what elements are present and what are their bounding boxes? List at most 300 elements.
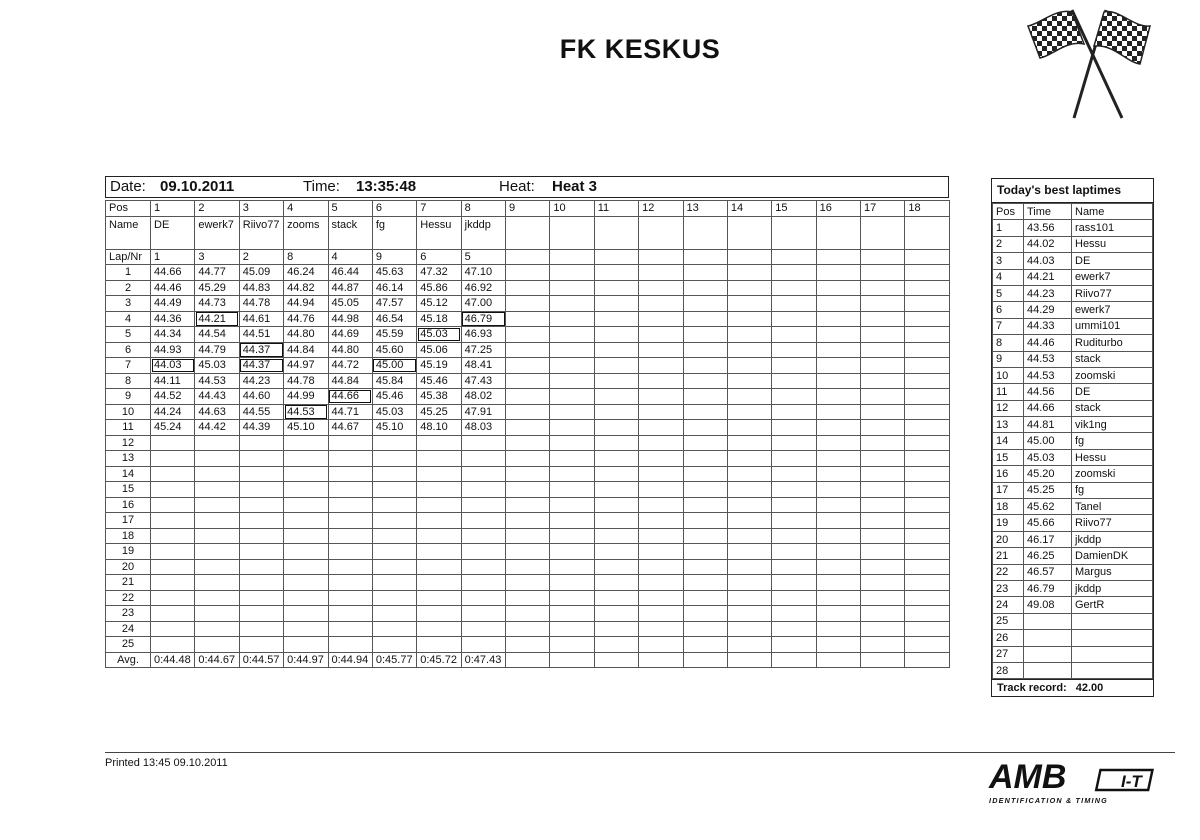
kart-number-cell [683,249,727,265]
driver-name-cell: ewerk7 [195,216,239,249]
pos-row [106,201,950,217]
lap-time-cell [506,482,550,498]
lap-time-cell [328,621,372,637]
best-row [993,433,1153,449]
lap-time-cell [417,559,461,575]
best-pos: 1 [993,220,1024,236]
lap-time-cell [506,435,550,451]
driver-name-cell [905,216,949,249]
best-pos: 25 [993,613,1024,629]
lap-time-cell: 44.76 [284,311,328,327]
lap-number: 4 [106,311,151,327]
best-row [993,318,1153,334]
driver-name-cell [772,216,816,249]
lap-time-cell [151,435,195,451]
best-name: Hessu [1072,449,1153,465]
lap-time-cell [151,606,195,622]
best-row [993,449,1153,465]
lap-time-cell [594,497,638,513]
lap-number: 22 [106,590,151,606]
footer-divider [105,752,1175,753]
lap-time-cell [151,621,195,637]
lap-time-cell [506,451,550,467]
lap-time-cell [683,280,727,296]
lap-time-cell [550,404,594,420]
average-cell [506,652,550,668]
lap-time-cell [506,358,550,374]
lap-time-cell [772,327,816,343]
lap-row [106,265,950,281]
lap-time-cell [727,451,771,467]
lap-time-cell [550,466,594,482]
lap-number: 21 [106,575,151,591]
lap-time-cell [328,544,372,560]
lap-time-cell [861,637,905,653]
lap-time-cell [639,342,683,358]
best-name: Tanel [1072,499,1153,515]
lap-row [106,296,950,312]
track-record [992,679,1153,696]
lap-time-cell [639,296,683,312]
lap-time-cell: 44.78 [239,296,283,312]
best-pos: 19 [993,515,1024,531]
lap-time-cell [284,497,328,513]
lap-time-cell [594,296,638,312]
lap-time-cell [772,265,816,281]
best-pos: 3 [993,253,1024,269]
lap-time-cell [594,389,638,405]
lap-row [106,327,950,343]
lap-row [106,590,950,606]
kart-number-cell: 4 [328,249,372,265]
lap-time-cell [239,559,283,575]
average-cell: 0:47.43 [461,652,505,668]
lap-row [106,311,950,327]
lap-time-cell [328,466,372,482]
average-cell: 0:44.97 [284,652,328,668]
best-column-header: Time [1024,204,1072,220]
lap-time-cell [727,528,771,544]
lap-time-cell [550,637,594,653]
best-row [993,482,1153,498]
lap-time-cell [905,621,949,637]
lap-time-cell [594,265,638,281]
lap-time-cell [905,265,949,281]
best-name: DE [1072,253,1153,269]
checkered-flags-icon [1022,6,1156,122]
average-cell [594,652,638,668]
lap-time-cell [372,451,416,467]
lap-time-cell [461,590,505,606]
lap-time-cell [861,435,905,451]
lap-time-cell: 47.25 [461,342,505,358]
lap-time-cell: 44.60 [239,389,283,405]
lap-time-cell [727,342,771,358]
lap-time-cell [639,311,683,327]
lap-time-cell [506,265,550,281]
lap-time-cell [727,265,771,281]
lap-time-cell [727,482,771,498]
lap-time-cell [372,621,416,637]
lap-time-cell [816,606,860,622]
kart-number-cell [905,249,949,265]
lap-time-cell [861,466,905,482]
lap-time-cell [683,513,727,529]
lap-time-cell [417,451,461,467]
lap-time-cell [417,544,461,560]
lap-time-cell [284,637,328,653]
best-pos: 5 [993,285,1024,301]
pos-cell: 2 [195,201,239,217]
lap-time-cell [151,451,195,467]
lap-time-cell: 45.38 [417,389,461,405]
lap-time-cell: 44.99 [284,389,328,405]
lap-time-cell [639,373,683,389]
lap-time-cell [239,621,283,637]
lap-time-cell [506,389,550,405]
lap-time-cell [861,373,905,389]
best-header-row [993,204,1153,220]
lap-time-cell [683,451,727,467]
lap-time-cell [861,513,905,529]
driver-name-cell [683,216,727,249]
lap-time-cell: 45.03 [372,404,416,420]
lap-time-cell [151,482,195,498]
lap-time-cell [905,451,949,467]
lap-time-cell [816,373,860,389]
lap-time-cell [683,544,727,560]
kart-number-cell [772,249,816,265]
kart-number-cell: 9 [372,249,416,265]
pos-cell: 14 [727,201,771,217]
best-pos: 9 [993,351,1024,367]
lap-number: 14 [106,466,151,482]
lap-time-cell [195,559,239,575]
lap-time-cell [861,482,905,498]
lap-time-cell [905,606,949,622]
kart-number-cell: 5 [461,249,505,265]
lap-row [106,528,950,544]
lap-time-cell [594,482,638,498]
lap-time-cell [417,637,461,653]
average-cell: 0:44.57 [239,652,283,668]
lap-time-cell [372,435,416,451]
lap-time-cell [727,389,771,405]
best-time: 44.56 [1024,384,1072,400]
lap-time-cell [550,420,594,436]
lap-time-cell [417,528,461,544]
lap-time-cell [727,621,771,637]
best-row [993,548,1153,564]
best-time: 44.29 [1024,302,1072,318]
lap-time-cell: 47.10 [461,265,505,281]
lap-time-cell: 44.97 [284,358,328,374]
lap-time-cell [594,559,638,575]
lap-time-cell [594,451,638,467]
best-row [993,285,1153,301]
best-laptimes-title: Today's best laptimes [992,179,1153,203]
lap-time-cell [284,513,328,529]
lap-time-cell [506,544,550,560]
lap-number: 5 [106,327,151,343]
best-name: ummi101 [1072,318,1153,334]
lap-time-cell [284,544,328,560]
lap-time-cell [861,575,905,591]
best-row [993,466,1153,482]
lap-time-cell [417,590,461,606]
heat-label: Heat: [499,178,535,195]
lap-time-cell [550,497,594,513]
lap-time-cell: 47.57 [372,296,416,312]
lap-time-cell [683,637,727,653]
lap-time-cell [284,451,328,467]
lap-time-cell: 46.92 [461,280,505,296]
best-time: 44.02 [1024,236,1072,252]
lap-time-cell [816,451,860,467]
lap-number: 9 [106,389,151,405]
kart-number-cell [861,249,905,265]
lap-time-cell [639,590,683,606]
lap-time-cell: 44.66 [151,265,195,281]
lap-time-cell [639,606,683,622]
lap-time-cell [550,528,594,544]
lap-time-cell: 44.34 [151,327,195,343]
best-pos: 16 [993,466,1024,482]
best-time: 45.03 [1024,449,1072,465]
lap-time-cell [639,482,683,498]
lap-time-cell [328,637,372,653]
lap-time-cell [861,342,905,358]
lap-time-cell [239,590,283,606]
best-row [993,400,1153,416]
lap-time-cell [594,373,638,389]
lap-time-cell: 45.63 [372,265,416,281]
lap-time-cell [506,621,550,637]
driver-name-cell: Hessu [417,216,461,249]
lap-number: 12 [106,435,151,451]
lap-time-cell [727,544,771,560]
lap-time-cell [816,637,860,653]
best-time: 45.25 [1024,482,1072,498]
best-pos: 20 [993,531,1024,547]
lap-time-cell: 45.86 [417,280,461,296]
lap-time-cell [816,528,860,544]
lap-time-cell [594,528,638,544]
best-row [993,236,1153,252]
best-time: 44.03 [1024,253,1072,269]
lap-time-cell [861,280,905,296]
best-laptimes-table [992,203,1153,679]
lap-time-cell [550,482,594,498]
lap-time-cell [905,389,949,405]
lap-time-cell [372,590,416,606]
lap-time-cell [905,404,949,420]
lap-time-cell [195,590,239,606]
best-row [993,597,1153,613]
lap-time-cell [639,575,683,591]
best-name: Riivo77 [1072,285,1153,301]
best-time [1024,662,1072,678]
lap-row [106,435,950,451]
best-name [1072,646,1153,662]
lap-time-cell [683,420,727,436]
lap-time-cell [772,420,816,436]
lap-time-cell [550,513,594,529]
lap-time-cell: 44.63 [195,404,239,420]
lap-time-cell [639,327,683,343]
lap-number: 23 [106,606,151,622]
lap-time-cell [550,342,594,358]
name-header: Name [106,216,151,249]
lap-time-cell [905,373,949,389]
kart-number-cell [639,249,683,265]
best-pos: 15 [993,449,1024,465]
lap-time-cell [461,544,505,560]
lap-time-cell [861,559,905,575]
lap-time-cell [417,575,461,591]
lap-time-cell [905,466,949,482]
lap-time-cell [239,606,283,622]
lap-time-cell [639,435,683,451]
best-name [1072,662,1153,678]
lap-time-cell: 47.32 [417,265,461,281]
lap-time-cell [772,575,816,591]
best-row [993,531,1153,547]
lap-time-cell [328,482,372,498]
lap-time-cell [816,280,860,296]
lap-time-cell [550,575,594,591]
logo-suffix: I-T [1121,772,1142,791]
lap-number: 1 [106,265,151,281]
lap-time-cell [461,621,505,637]
lap-time-cell [683,559,727,575]
average-cell [816,652,860,668]
lap-time-cell: 44.21 [195,311,239,327]
lap-time-cell: 44.49 [151,296,195,312]
pos-cell: 1 [151,201,195,217]
kart-number-cell [727,249,771,265]
lap-time-cell [328,451,372,467]
lap-number: 3 [106,296,151,312]
best-name: jkddp [1072,580,1153,596]
kart-number-cell: 1 [151,249,195,265]
lap-time-cell [195,482,239,498]
lap-time-cell: 48.10 [417,420,461,436]
best-row [993,499,1153,515]
best-column-header: Pos [993,204,1024,220]
lap-time-cell [506,497,550,513]
lap-time-cell [727,466,771,482]
kart-number-cell [594,249,638,265]
best-row [993,351,1153,367]
best-time: 46.57 [1024,564,1072,580]
lap-time-cell: 44.94 [284,296,328,312]
time-label: Time: [303,178,340,195]
lap-time-cell: 48.03 [461,420,505,436]
driver-name-cell: jkddp [461,216,505,249]
pos-cell: 16 [816,201,860,217]
best-pos: 14 [993,433,1024,449]
best-column-header: Name [1072,204,1153,220]
lap-time-cell [506,606,550,622]
lap-time-cell [506,420,550,436]
pos-cell: 9 [506,201,550,217]
lap-time-cell [372,575,416,591]
lap-time-cell: 44.69 [328,327,372,343]
lap-time-cell: 44.84 [284,342,328,358]
lap-time-cell: 45.06 [417,342,461,358]
lap-time-cell: 46.24 [284,265,328,281]
lap-time-cell [550,358,594,374]
average-cell [861,652,905,668]
driver-name-cell: DE [151,216,195,249]
lap-number: 2 [106,280,151,296]
lap-time-cell [727,559,771,575]
lap-time-cell [816,265,860,281]
best-time: 44.53 [1024,351,1072,367]
best-pos: 12 [993,400,1024,416]
lap-time-cell [727,497,771,513]
pos-cell: 17 [861,201,905,217]
lap-time-cell [639,389,683,405]
lap-row [106,451,950,467]
heat-header [105,176,949,198]
lap-time-cell [683,575,727,591]
lap-time-cell [328,606,372,622]
best-pos: 7 [993,318,1024,334]
lap-number: 11 [106,420,151,436]
lap-time-cell [772,637,816,653]
lap-row [106,606,950,622]
lap-time-cell [905,482,949,498]
lap-time-cell [372,482,416,498]
lap-time-cell [461,559,505,575]
lap-time-cell [816,327,860,343]
lap-time-cell [594,280,638,296]
lap-time-cell [727,575,771,591]
lap-time-cell [905,280,949,296]
lap-time-cell [151,497,195,513]
average-row [106,652,950,668]
lap-time-cell [727,311,771,327]
driver-name-cell: Riivo77 [239,216,283,249]
best-name: DE [1072,384,1153,400]
lap-time-cell: 44.77 [195,265,239,281]
lap-time-cell: 46.54 [372,311,416,327]
lap-time-cell [861,420,905,436]
lap-time-cell: 44.46 [151,280,195,296]
lap-time-cell [861,621,905,637]
pos-cell: 7 [417,201,461,217]
lap-time-cell [550,280,594,296]
best-name: vik1ng [1072,417,1153,433]
lap-time-cell [639,451,683,467]
lap-time-cell [727,373,771,389]
lap-time-cell: 45.19 [417,358,461,374]
lap-time-cell [861,590,905,606]
lap-time-cell: 44.42 [195,420,239,436]
pos-cell: 6 [372,201,416,217]
kart-number-cell: 3 [195,249,239,265]
lap-row [106,497,950,513]
lap-time-cell: 45.60 [372,342,416,358]
best-pos: 22 [993,564,1024,580]
lap-row [106,621,950,637]
lap-time-cell [727,296,771,312]
lap-time-cell: 44.53 [195,373,239,389]
lap-time-cell [727,637,771,653]
lap-time-cell [861,327,905,343]
